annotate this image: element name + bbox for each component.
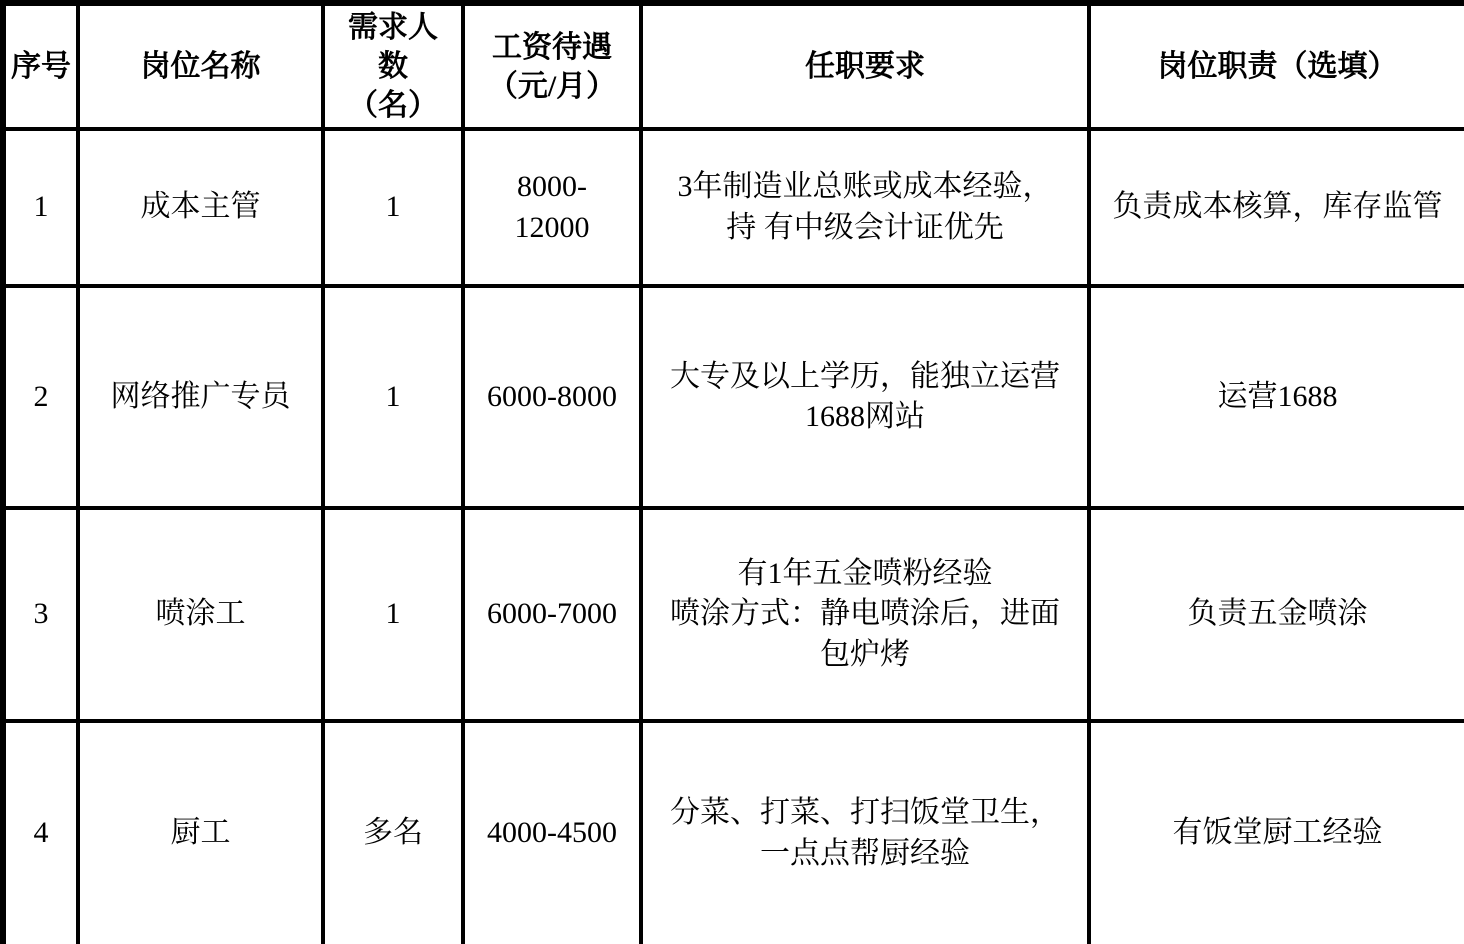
cell-requirements: 分菜、打菜、打扫饭堂卫生， 一点点帮厨经验: [641, 721, 1089, 944]
cell-duties: 有饭堂厨工经验: [1089, 721, 1464, 944]
cell-position: 喷涂工: [78, 508, 323, 721]
cell-duties: 负责成本核算，库存监管: [1089, 129, 1464, 286]
table-row: [3, 129, 1464, 286]
header-salary: 工资待遇 （元/月）: [463, 3, 641, 129]
cell-requirements: 有1年五金喷粉经验 喷涂方式：静电喷涂后，进面 包炉烤: [641, 508, 1089, 721]
cell-headcount: 1: [323, 129, 463, 286]
header-headcount: 需求人 数 （名）: [323, 3, 463, 129]
header-duties: 岗位职责（选填）: [1089, 3, 1464, 129]
table-row: [3, 721, 1464, 944]
header-serial: 序号: [3, 3, 78, 129]
cell-headcount: 1: [323, 286, 463, 508]
table-row: [3, 286, 1464, 508]
cell-duties: 运营1688: [1089, 286, 1464, 508]
cell-requirements: 大专及以上学历，能独立运营 1688网站: [641, 286, 1089, 508]
cell-serial: 3: [3, 508, 78, 721]
cell-salary: 6000-7000: [463, 508, 641, 721]
cell-salary: 6000-8000: [463, 286, 641, 508]
header-requirements: 任职要求: [641, 3, 1089, 129]
cell-salary: 4000-4500: [463, 721, 641, 944]
cell-requirements: 3年制造业总账或成本经验， 持 有中级会计证优先: [641, 129, 1089, 286]
cell-serial: 4: [3, 721, 78, 944]
table-header-row: [3, 3, 1464, 129]
header-position: 岗位名称: [78, 3, 323, 129]
cell-duties: 负责五金喷涂: [1089, 508, 1464, 721]
cell-salary: 8000- 12000: [463, 129, 641, 286]
cell-position: 厨工: [78, 721, 323, 944]
cell-serial: 1: [3, 129, 78, 286]
cell-headcount: 多名: [323, 721, 463, 944]
cell-position: 网络推广专员: [78, 286, 323, 508]
cell-headcount: 1: [323, 508, 463, 721]
table-row: [3, 508, 1464, 721]
cell-serial: 2: [3, 286, 78, 508]
cell-position: 成本主管: [78, 129, 323, 286]
